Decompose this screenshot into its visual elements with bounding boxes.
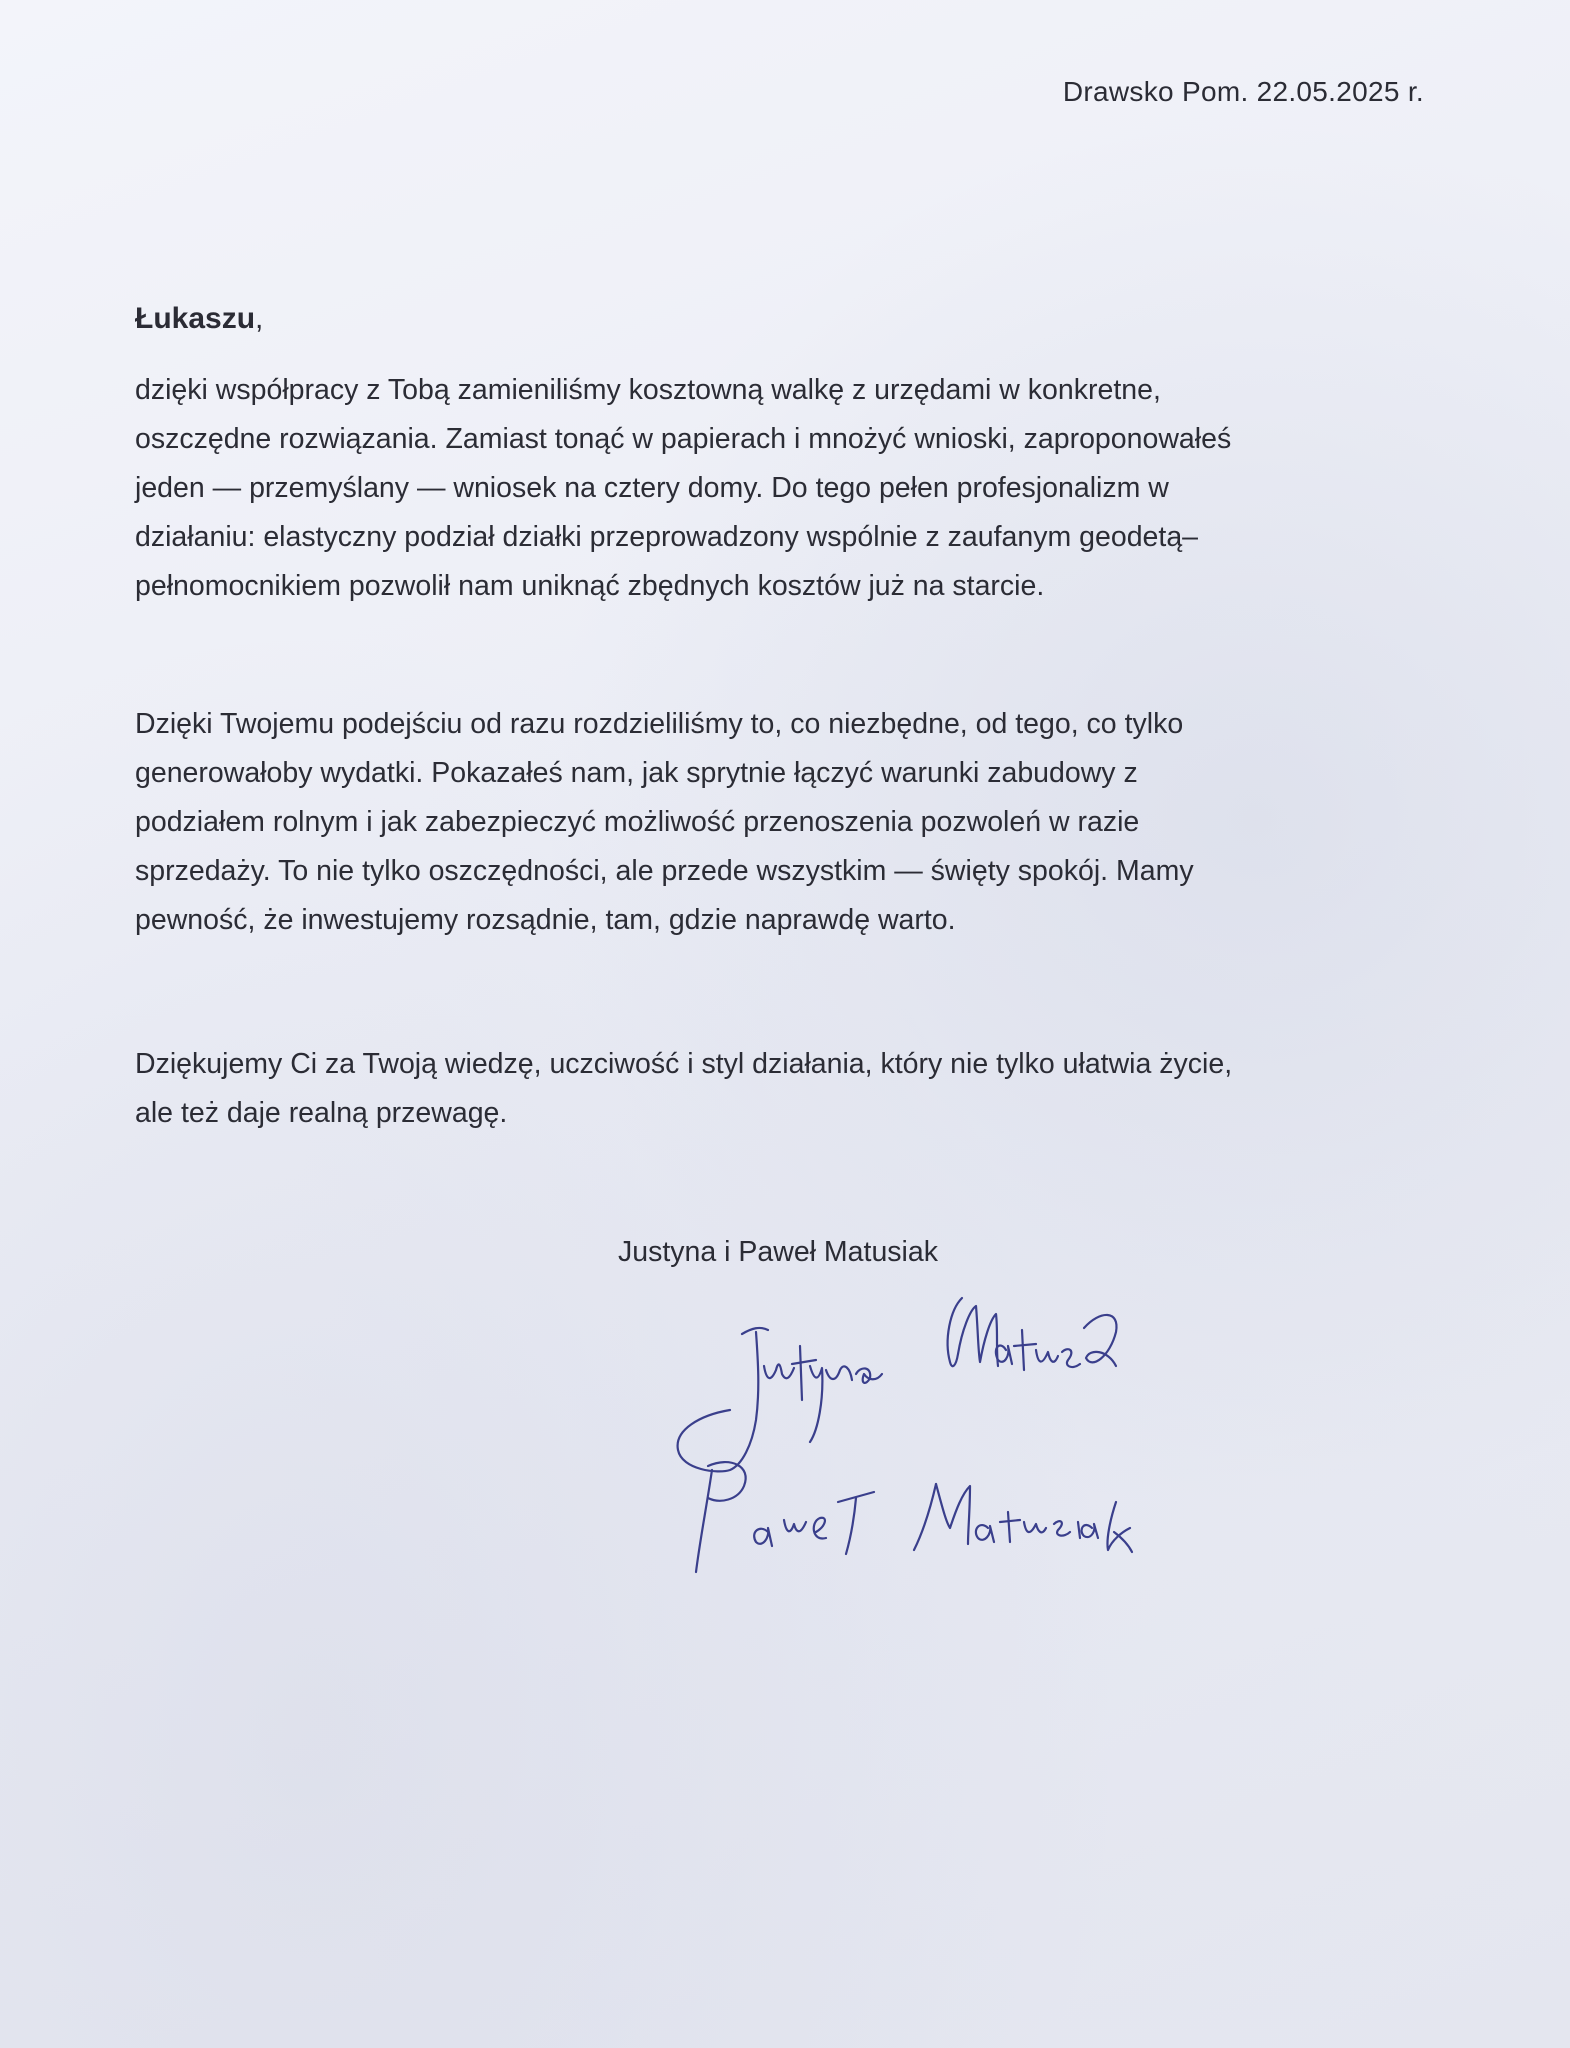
paragraph-1	[135, 366, 1435, 611]
paragraph-3	[135, 1040, 1435, 1138]
signature-justyna	[678, 1298, 1117, 1471]
paragraph-2	[135, 700, 1435, 945]
paragraph-line: sprzedaży. To nie tylko oszczędności, ale przede wszystkim — święty spokój. Mamy	[135, 855, 1194, 887]
signature-pawel	[696, 1462, 1132, 1572]
handwritten-signature	[660, 1270, 1220, 1600]
paragraph-line: pewność, że inwestujemy rozsądnie, tam, gdzie naprawdę warto.	[135, 904, 956, 936]
paragraph-line: Dziękujemy Ci za Twoją wiedzę, uczciwość i styl działania, który nie tylko ułatwia życie,	[135, 1048, 1233, 1080]
signers-name: Justyna i Paweł Matusiak	[618, 1236, 938, 1268]
letter-date: Drawsko Pom. 22.05.2025 r.	[1062, 76, 1424, 107]
salutation-name: Łukaszu	[135, 302, 256, 335]
paragraph-line: podziałem rolnym i jak zabezpieczyć możliwość przenoszenia pozwoleń w razie	[135, 806, 1140, 838]
paragraph-line: Dzięki Twojemu podejściu od razu rozdzieliliśmy to, co niezbędne, od tego, co tylko	[135, 708, 1184, 740]
salutation	[135, 302, 263, 336]
paragraph-line: działaniu: elastyczny podział działki przeprowadzony wspólnie z zaufanym geodetą–	[135, 521, 1199, 553]
paragraph-line: dzięki współpracy z Tobą zamieniliśmy kosztowną walkę z urzędami w konkretne,	[135, 374, 1161, 406]
paragraph-line: jeden — przemyślany — wniosek na cztery domy. Do tego pełen profesjonalizm w	[135, 472, 1169, 504]
paragraph-line: pełnomocnikiem pozwolił nam uniknąć zbędnych kosztów już na starcie.	[135, 570, 1045, 602]
paragraph-line: generowałoby wydatki. Pokazałeś nam, jak sprytnie łączyć warunki zabudowy z	[135, 757, 1138, 789]
salutation-comma: ,	[255, 302, 264, 335]
paragraph-line: oszczędne rozwiązania. Zamiast tonąć w papierach i mnożyć wnioski, zaproponowałeś	[135, 423, 1232, 455]
paragraph-line: ale też daje realną przewagę.	[135, 1097, 508, 1129]
